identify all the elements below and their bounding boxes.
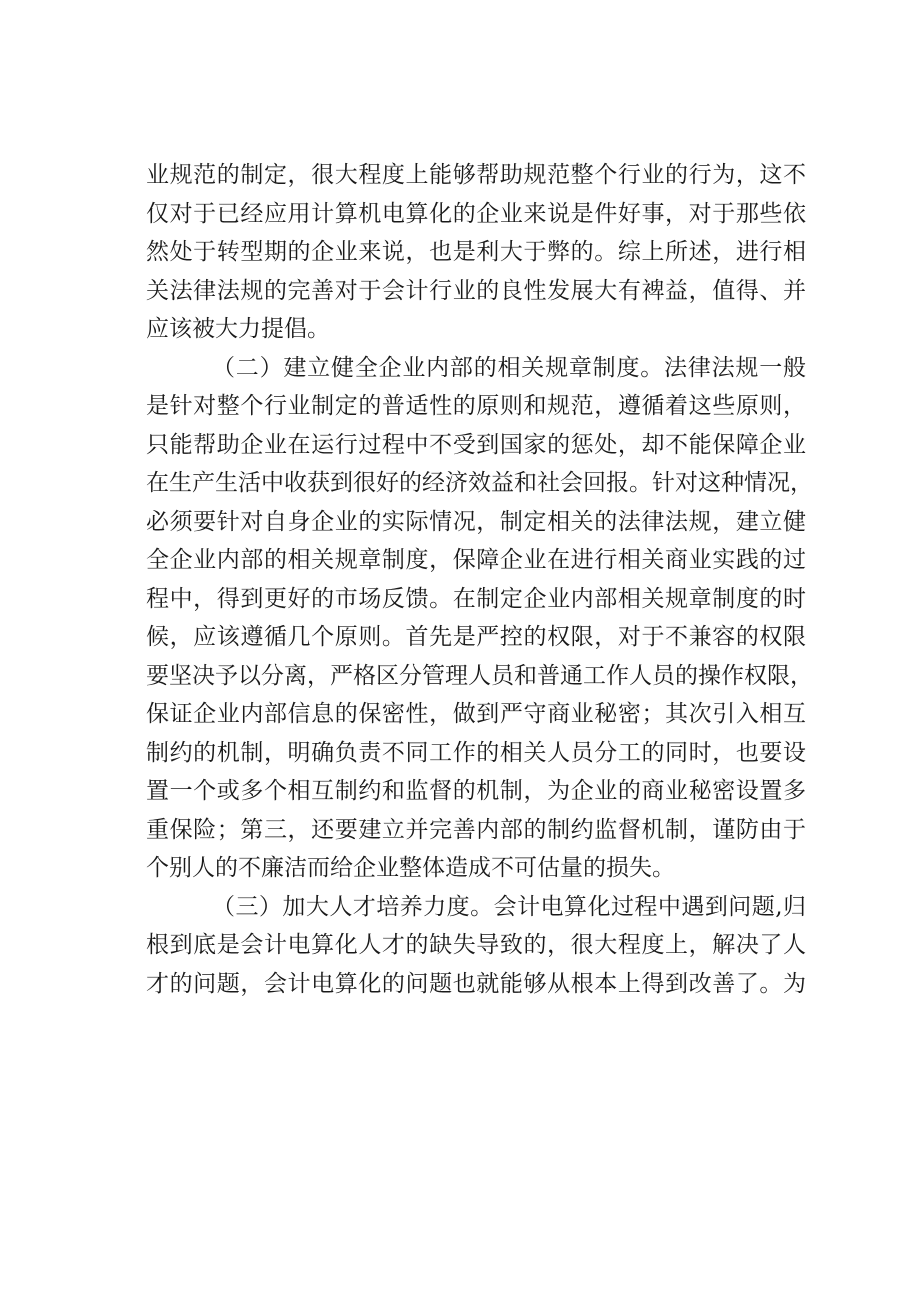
section-heading-line: （二）建立健全企业内部的相关规章制度。法律法规一般	[212, 354, 806, 381]
text-line: 候，应该遵循几个原则。首先是严控的权限，对于不兼容的权限	[146, 624, 806, 650]
text-line: 全企业内部的相关规章制度，保障企业在进行相关商业实践的过	[146, 547, 806, 573]
text-line: 重保险；第三，还要建立并完善内部的制约监督机制，谨防由于	[146, 816, 806, 843]
document-body	[146, 156, 813, 1003]
text-line: 在生产生活中收获到很好的经济效益和社会回报。针对这种情况，	[146, 470, 813, 496]
text-line: 根到底是会计电算化人才的缺失导致的，很大程度上，解决了人	[146, 932, 806, 958]
text-line: 置一个或多个相互制约和监督的机制，为企业的商业秘密设置多	[146, 778, 806, 804]
text-line: 制约的机制，明确负责不同工作的相关人员分工的同时，也要设	[146, 739, 806, 766]
section-heading-line: （三）加大人才培养力度。会计电算化过程中遇到问题,归	[212, 893, 806, 920]
text-line: 只能帮助企业在运行过程中不受到国家的惩处，却不能保障企业	[146, 431, 806, 458]
text-line: 业规范的制定，很大程度上能够帮助规范整个行业的行为，这不	[146, 162, 806, 188]
text-line: 是针对整个行业制定的普适性的原则和规范，遵循着这些原则，	[146, 393, 806, 419]
text-line: 应该被大力提倡。	[146, 316, 330, 342]
text-line: 然处于转型期的企业来说，也是利大于弊的。综上所述，进行相	[146, 239, 806, 265]
text-line: 仅对于已经应用计算机电算化的企业来说是件好事，对于那些依	[146, 200, 806, 227]
text-line: 要坚决予以分离，严格区分管理人员和普通工作人员的操作权限，	[146, 662, 813, 689]
text-line: 程中，得到更好的市场反馈。在制定企业内部相关规章制度的时	[146, 585, 806, 612]
text-line: 关法律法规的完善对于会计行业的良性发展大有裨益，值得、并	[146, 277, 806, 304]
text-line: 保证企业内部信息的保密性，做到严守商业秘密；其次引入相互	[146, 701, 806, 727]
text-line: 必须要针对自身企业的实际情况，制定相关的法律法规，建立健	[146, 508, 806, 535]
text-line: 才的问题，会计电算化的问题也就能够从根本上得到改善了。为	[146, 970, 806, 997]
text-line: 个别人的不廉洁而给企业整体造成不可估量的损失。	[146, 855, 675, 881]
